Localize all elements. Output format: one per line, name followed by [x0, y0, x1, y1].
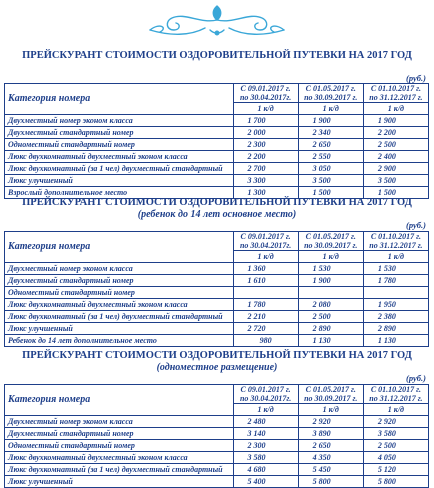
period-header: С 01.05.2017 г. по 30.09.2017 г.: [298, 232, 363, 251]
price-cell: 5 800: [363, 476, 428, 488]
period-header: С 01.10.2017 г. по 31.12.2017 г.: [363, 84, 428, 103]
price-cell: 1 130: [298, 335, 363, 347]
price-cell: 2 720: [233, 323, 298, 335]
period-header: С 01.10.2017 г. по 31.12.2017 г.: [363, 232, 428, 251]
period-header: С 09.01.2017 г. по 30.04.2017г.: [233, 385, 298, 404]
period-header: С 01.10.2017 г. по 31.12.2017 г.: [363, 385, 428, 404]
category-column-header: Категория номера: [5, 232, 234, 263]
price-cell: 1 610: [233, 275, 298, 287]
per-day-label: 1 к/д: [363, 103, 428, 115]
price-cell: 2 300: [233, 139, 298, 151]
price-cell: 2 650: [298, 440, 363, 452]
section-1-title: ПРЕЙСКУРАНТ СТОИМОСТИ ОЗДОРОВИТЕЛЬНОЙ ПУТЕВКИ НА 2017 ГОД: [22, 50, 412, 61]
price-table-3: [4, 384, 429, 488]
price-cell: 1 780: [233, 299, 298, 311]
price-cell: 1 900: [298, 115, 363, 127]
price-cell: 2 920: [298, 416, 363, 428]
room-category: Двухместный номер эконом класса: [5, 115, 234, 127]
room-category: Ребенок до 14 лет дополнительное место: [5, 335, 234, 347]
price-cell: 3 300: [233, 175, 298, 187]
price-cell: 5 450: [298, 464, 363, 476]
decorative-flourish-icon: [0, 0, 434, 44]
table-header-row: [5, 232, 429, 251]
price-cell: 2 200: [233, 151, 298, 163]
price-cell: 2 650: [298, 139, 363, 151]
price-cell: 5 800: [298, 476, 363, 488]
room-category: Люкс улучшенный: [5, 175, 234, 187]
table-row: [5, 151, 429, 163]
table-row: [5, 263, 429, 275]
price-cell: 1 530: [363, 263, 428, 275]
price-cell: 2 500: [363, 440, 428, 452]
price-cell: 3 140: [233, 428, 298, 440]
table-row: [5, 452, 429, 464]
table-row: [5, 115, 429, 127]
room-category: Одноместный стандартный номер: [5, 440, 234, 452]
section-3-title: ПРЕЙСКУРАНТ СТОИМОСТИ ОЗДОРОВИТЕЛЬНОЙ ПУТЕВКИ НА 2017 ГОД: [22, 350, 412, 361]
room-category: Двухместный номер эконом класса: [5, 263, 234, 275]
price-cell: 3 580: [233, 452, 298, 464]
room-category: Люкс двухкомнатный (за 1 чел) двухместный стандартный: [5, 311, 234, 323]
price-cell: [298, 287, 363, 299]
price-cell: 1 780: [363, 275, 428, 287]
section-1-unit: (руб.): [406, 73, 426, 83]
room-category: Двухместный номер эконом класса: [5, 416, 234, 428]
room-category: Люкс двухкомнатный (за 1 чел) двухместный стандартный: [5, 163, 234, 175]
price-cell: 5 400: [233, 476, 298, 488]
price-cell: 2 210: [233, 311, 298, 323]
room-category: Люкс улучшенный: [5, 476, 234, 488]
table-row: [5, 440, 429, 452]
price-cell: 2 000: [233, 127, 298, 139]
period-header: С 01.05.2017 г. по 30.09.2017 г.: [298, 84, 363, 103]
per-day-label: 1 к/д: [363, 251, 428, 263]
price-cell: [363, 287, 428, 299]
table-header-row: [5, 385, 429, 404]
price-cell: 2 550: [298, 151, 363, 163]
table-row: [5, 335, 429, 347]
price-table-2: [4, 231, 429, 347]
room-category: Двухместный стандартный номер: [5, 428, 234, 440]
price-cell: 980: [233, 335, 298, 347]
per-day-label: 1 к/д: [298, 404, 363, 416]
price-cell: 3 890: [298, 428, 363, 440]
price-cell: 2 400: [363, 151, 428, 163]
table-header-row: [5, 84, 429, 103]
per-day-label: 1 к/д: [233, 103, 298, 115]
category-column-header: Категория номера: [5, 84, 234, 115]
price-cell: 2 500: [298, 311, 363, 323]
price-cell: 2 480: [233, 416, 298, 428]
table-row: [5, 323, 429, 335]
price-cell: 2 890: [363, 323, 428, 335]
room-category: Одноместный стандартный номер: [5, 139, 234, 151]
price-cell: 4 680: [233, 464, 298, 476]
per-day-label: 1 к/д: [233, 251, 298, 263]
price-cell: 1 900: [298, 275, 363, 287]
section-3-subtitle: (одноместное размещение): [156, 362, 278, 373]
table-row: [5, 464, 429, 476]
price-cell: 3 500: [298, 175, 363, 187]
section-3-unit: (руб.): [406, 373, 426, 383]
price-cell: 4 350: [298, 452, 363, 464]
table-row: [5, 175, 429, 187]
price-cell: 2 300: [233, 440, 298, 452]
price-cell: [233, 287, 298, 299]
price-cell: 2 890: [298, 323, 363, 335]
category-column-header: Категория номера: [5, 385, 234, 416]
period-header: С 09.01.2017 г. по 30.04.2017г.: [233, 84, 298, 103]
price-cell: 2 340: [298, 127, 363, 139]
price-cell: 1 700: [233, 115, 298, 127]
room-category: Двухместный стандартный номер: [5, 275, 234, 287]
per-day-label: 1 к/д: [298, 251, 363, 263]
price-cell: 1 500: [298, 187, 363, 199]
price-cell: 2 500: [363, 139, 428, 151]
table-row: [5, 163, 429, 175]
price-table-1: [4, 83, 429, 199]
price-cell: 1 950: [363, 299, 428, 311]
price-cell: 3 500: [363, 175, 428, 187]
table-row: [5, 428, 429, 440]
per-day-label: 1 к/д: [233, 404, 298, 416]
price-cell: 2 900: [363, 163, 428, 175]
price-cell: 2 700: [233, 163, 298, 175]
room-category: Люкс двухкомнатный (за 1 чел) двухместный стандартный: [5, 464, 234, 476]
section-2-title: ПРЕЙСКУРАНТ СТОИМОСТИ ОЗДОРОВИТЕЛЬНОЙ ПУТЕВКИ НА 2017 ГОД: [22, 197, 412, 208]
room-category: Люкс двухкомнатный двухместный эконом класса: [5, 151, 234, 163]
room-category: Взрослый дополнительное место: [5, 187, 234, 199]
price-cell: 4 050: [363, 452, 428, 464]
price-cell: 1 530: [298, 263, 363, 275]
price-cell: 1 500: [363, 187, 428, 199]
table-row: [5, 311, 429, 323]
table-row: [5, 476, 429, 488]
price-cell: 1 900: [363, 115, 428, 127]
section-2-unit: (руб.): [406, 220, 426, 230]
room-category: Одноместный стандартный номер: [5, 287, 234, 299]
price-cell: 2 080: [298, 299, 363, 311]
table-row: [5, 287, 429, 299]
price-cell: 1 300: [233, 187, 298, 199]
price-cell: 3 580: [363, 428, 428, 440]
per-day-label: 1 к/д: [363, 404, 428, 416]
price-cell: 2 380: [363, 311, 428, 323]
table-row: [5, 275, 429, 287]
price-cell: 1 130: [363, 335, 428, 347]
table-row: [5, 299, 429, 311]
room-category: Люкс улучшенный: [5, 323, 234, 335]
price-cell: 5 120: [363, 464, 428, 476]
period-header: С 01.05.2017 г. по 30.09.2017 г.: [298, 385, 363, 404]
table-row: [5, 127, 429, 139]
room-category: Двухместный стандартный номер: [5, 127, 234, 139]
price-cell: 1 360: [233, 263, 298, 275]
period-header: С 09.01.2017 г. по 30.04.2017г.: [233, 232, 298, 251]
room-category: Люкс двухкомнатный двухместный эконом класса: [5, 299, 234, 311]
room-category: Люкс двухкомнатный двухместный эконом класса: [5, 452, 234, 464]
table-row: [5, 416, 429, 428]
section-2-subtitle: (ребенок до 14 лет основное место): [137, 209, 297, 220]
price-cell: 2 200: [363, 127, 428, 139]
price-cell: 3 050: [298, 163, 363, 175]
price-cell: 2 920: [363, 416, 428, 428]
table-row: [5, 139, 429, 151]
per-day-label: 1 к/д: [298, 103, 363, 115]
